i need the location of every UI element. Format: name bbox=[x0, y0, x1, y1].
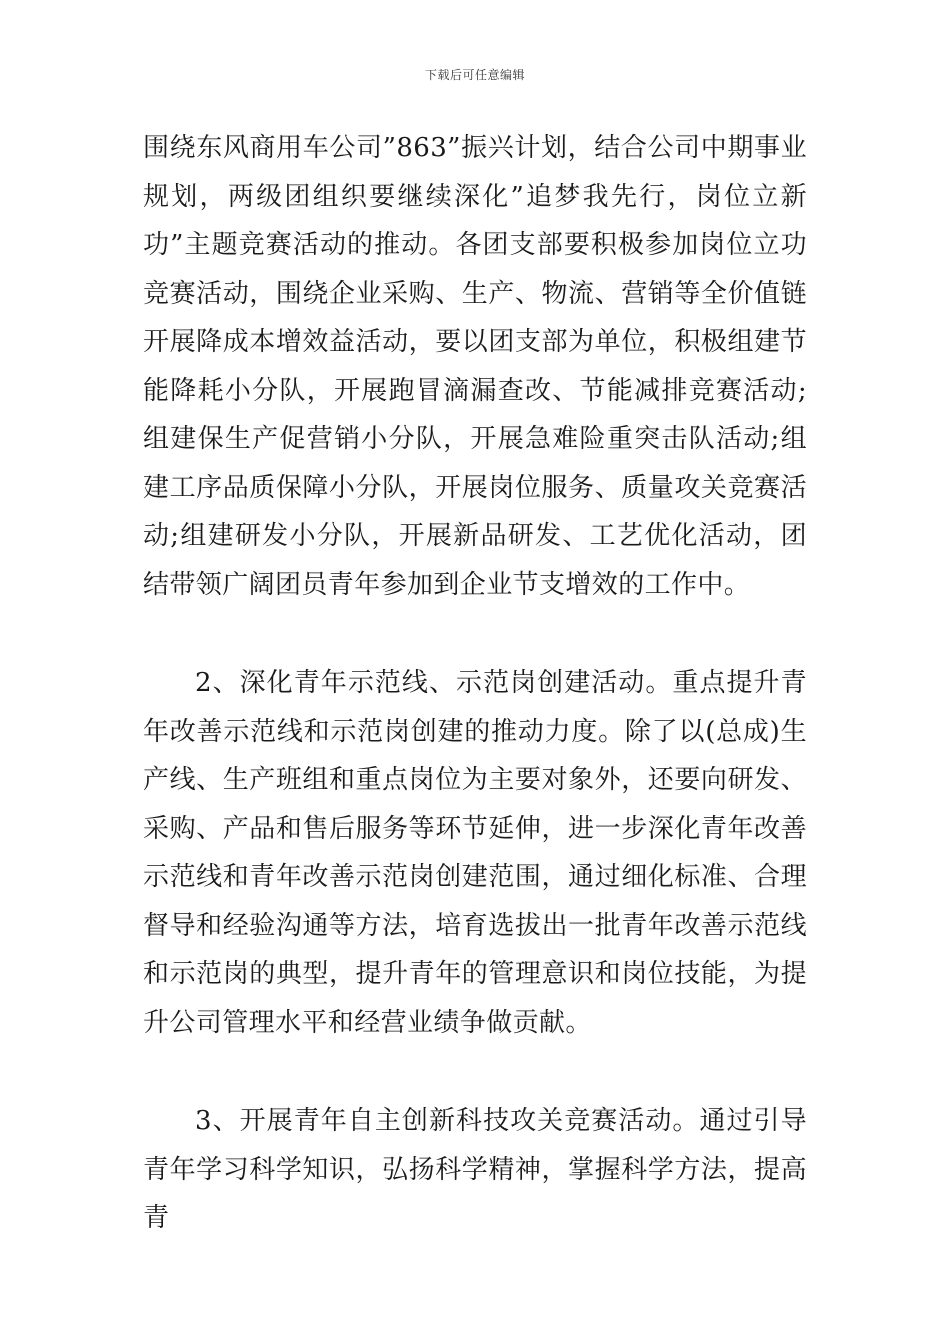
paragraph-1: 围绕东风商用车公司”863”振兴计划，结合公司中期事业规划，两级团组织要继续深化”追梦我先行，岗位立新功”主题竞赛活动的推动。各团支部要积极参加岗位立功竞赛活动，围绕企业采购、生产、物流、营销等全价值链开展降成本增效益活动，要以团支部为单位，积极组建节能降耗小分队，开展跑冒滴漏查改、节能减排竞赛活动;组建保生产促营销小分队，开展急难险重突击队活动;组建工序品质保障小分队，开展岗位服务、质量攻关竞赛活动;组建研发小分队，开展新品研发、工艺优化活动，团结带领广阔团员青年参加到企业节支增效的工作中。 bbox=[143, 133, 807, 600]
page-header: 下载后可任意编辑 bbox=[424, 68, 525, 82]
paragraph-spacer bbox=[143, 609, 807, 659]
paragraph-3: 3、开展青年自主创新科技攻关竞赛活动。通过引导青年学习科学知识，弘扬科学精神，掌握科学方法，提高青 bbox=[143, 1106, 807, 1233]
paragraph-spacer bbox=[143, 1047, 807, 1097]
document-body bbox=[143, 124, 807, 1243]
paragraph-2: 2、深化青年示范线、示范岗创建活动。重点提升青年改善示范线和示范岗创建的推动力度。除了以(总成)生产线、生产班组和重点岗位为主要对象外，还要向研发、采购、产品和售后服务等环节延伸，进一步深化青年改善示范线和青年改善示范岗创建范围，通过细化标准、合理督导和经验沟通等方法，培育选拔出一批青年改善示范线和示范岗的典型，提升青年的管理意识和岗位技能，为提升公司管理水平和经营业绩争做贡献。 bbox=[143, 668, 807, 1038]
